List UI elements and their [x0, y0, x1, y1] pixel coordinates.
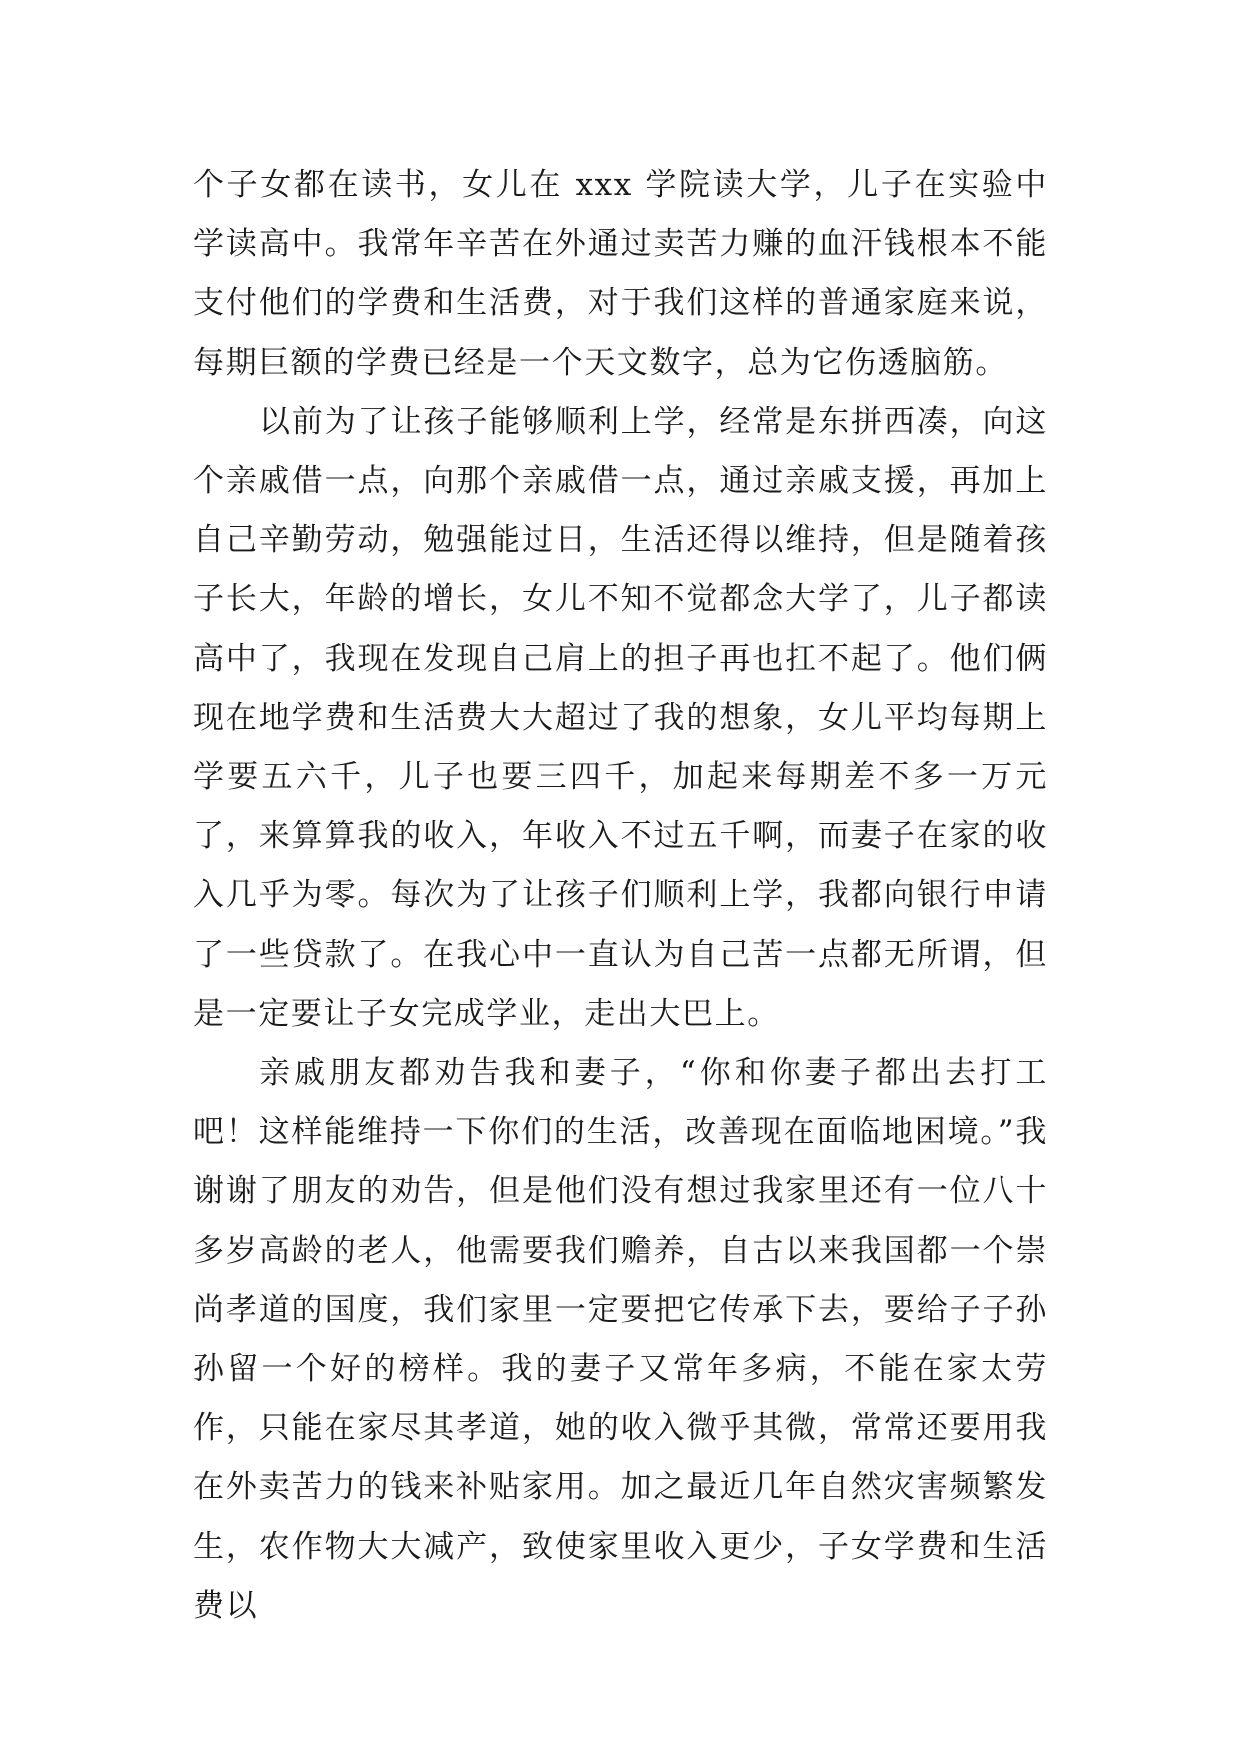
- paragraph-3: 亲戚朋友都劝告我和妻子，“你和你妻子都出去打工吧！这样能维持一下你们的生活，改善现在面临地困境。”我谢谢了朋友的劝告，但是他们没有想过我家里还有一位八十多岁高龄的老人，他需要我们赡养，自古以来我国都一个崇尚孝道的国度，我们家里一定要把它传承下去，要给子子孙孙留一个好的榜样。我的妻子又常年多病，不能在家太劳作，只能在家尽其孝道，她的收入微乎其微，常常还要用我在外卖苦力的钱来补贴家用。加之最近几年自然灾害频繁发生，农作物大大减产，致使家里收入更少，子女学费和生活费以: [193, 1055, 1048, 1624]
- paragraph-1: 个子女都在读书，女儿在 xxx 学院读大学，儿子在实验中学读高中。我常年辛苦在外通过卖苦力赚的血汗钱根本不能支付他们的学费和生活费，对于我们这样的普通家庭来说，每期巨额的学费已经是一个天文数字，总为它伤透脑筋。: [193, 167, 1048, 381]
- document-body: [193, 156, 1048, 1636]
- paragraph-2: 以前为了让孩子能够顺利上学，经常是东拼西凑，向这个亲戚借一点，向那个亲戚借一点，通过亲戚支援，再加上自己辛勤劳动，勉强能过日，生活还得以维持，但是随着孩子长大，年龄的增长，女儿不知不觉都念大学了，儿子都读高中了，我现在发现自己肩上的担子再也扛不起了。他们俩现在地学费和生活费大大超过了我的想象，女儿平均每期上学要五六千，儿子也要三四千，加起来每期差不多一万元了，来算算我的收入，年收入不过五千啊，而妻子在家的收入几乎为零。每次为了让孩子们顺利上学，我都向银行申请了一些贷款了。在我心中一直认为自己苦一点都无所谓，但是一定要让子女完成学业，走出大巴上。: [193, 403, 1048, 1032]
